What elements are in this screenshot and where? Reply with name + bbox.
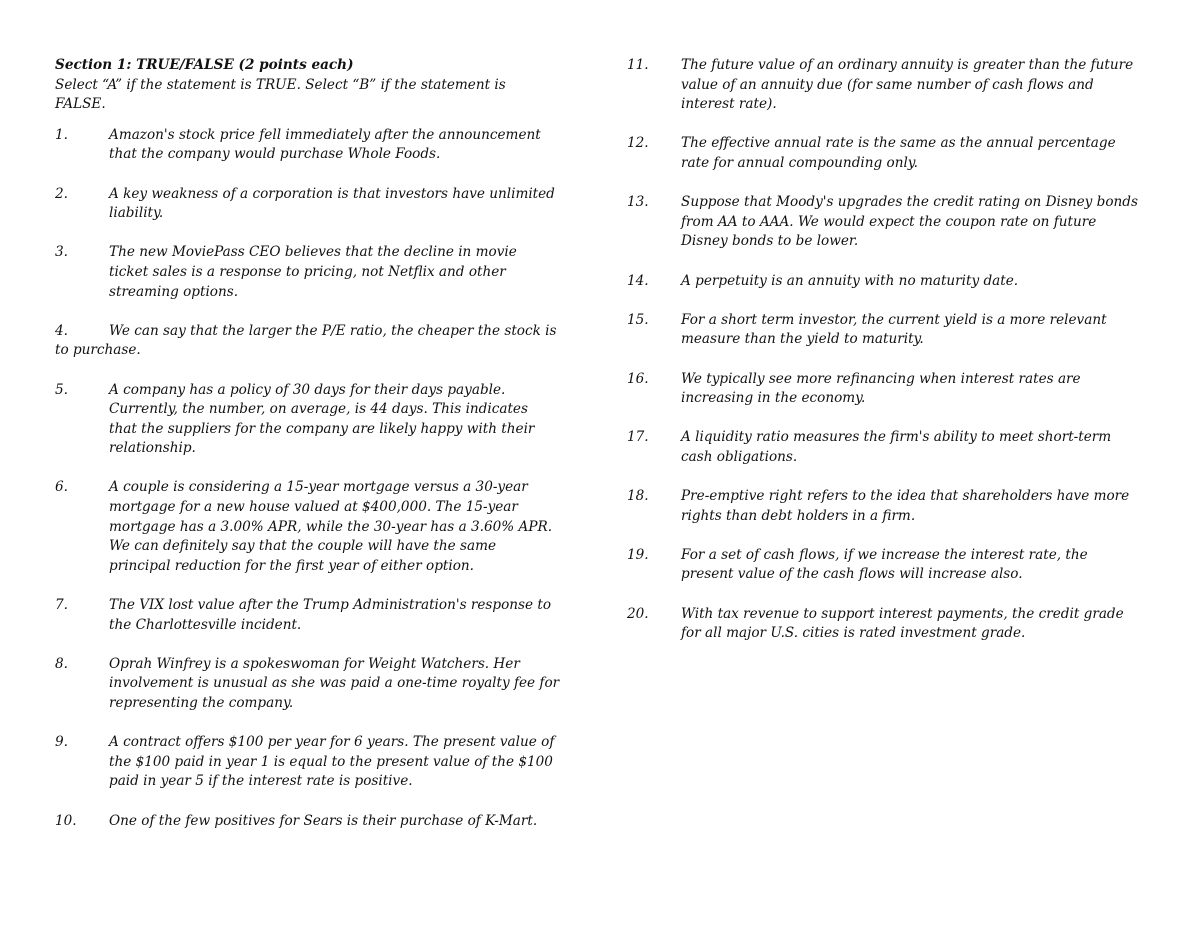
question-text: Suppose that Moody's upgrades the credit rating on Disney bonds from AA to AAA. We would expect the coupon rate on future Disney bonds to be lower. xyxy=(681,194,1138,250)
question-item xyxy=(55,655,560,714)
question-item xyxy=(55,381,560,459)
question-text: Amazon's stock price fell immediately after the announcement that the company would purchase Whole Foods. xyxy=(109,126,541,163)
question-number: 12. xyxy=(627,135,649,152)
question-text: A key weakness of a corporation is that investors have unlimited liability. xyxy=(109,185,555,222)
question-number: 19. xyxy=(627,546,649,563)
question-number: 8. xyxy=(55,655,68,672)
question-text: A liquidity ratio measures the firm's ability to meet short-term cash obligations. xyxy=(681,429,1112,465)
question-number: 3. xyxy=(55,244,68,261)
question-number: 16. xyxy=(627,370,649,387)
question-text: With tax revenue to support interest payments, the credit grade for all major U.S. cities is rated investment grade. xyxy=(681,605,1124,642)
question-number: 17. xyxy=(627,429,649,446)
question-text: For a set of cash flows, if we increase the interest rate, the present value of the cash flows will increase also. xyxy=(681,546,1088,583)
question-item xyxy=(55,812,560,832)
question-text: We can say that the larger the P/E ratio, the cheaper the stock is to purchase. xyxy=(55,322,557,359)
question-number: 6. xyxy=(55,479,68,496)
question-text: The future value of an ordinary annuity is greater than the future value of an annuity due (for same number of cash flows and interest rate). xyxy=(681,57,1134,113)
question-number: 10. xyxy=(55,812,77,829)
question-number: 4. xyxy=(55,322,68,339)
question-item xyxy=(55,596,560,635)
question-item xyxy=(627,428,1142,467)
question-number: 7. xyxy=(55,597,68,614)
question-number: 5. xyxy=(55,381,68,398)
question-item xyxy=(627,56,1142,115)
question-item xyxy=(55,322,560,361)
question-item xyxy=(55,478,560,576)
question-number: 15. xyxy=(627,311,649,328)
question-number: 1. xyxy=(55,126,68,143)
question-number: 13. xyxy=(627,194,649,211)
question-number: 2. xyxy=(55,185,68,202)
question-text: A contract offers $100 per year for 6 years. The present value of the $100 paid in year 1 is equal to the present value of the $100 paid in year 5 if the interest rate is positive. xyxy=(109,734,555,790)
left-column xyxy=(55,56,560,851)
question-text: The VIX lost value after the Trump Administration's response to the Charlottesville incident. xyxy=(109,597,552,633)
question-item xyxy=(627,193,1142,252)
question-number: 11. xyxy=(627,57,649,73)
section-instructions: Select “A” if the statement is TRUE. Select “B” if the statement is FALSE. xyxy=(55,76,506,113)
right-column xyxy=(627,56,1142,663)
question-text: The new MoviePass CEO believes that the decline in movie ticket sales is a response to pricing, not Netflix and other streaming options. xyxy=(109,244,517,300)
question-number: 20. xyxy=(627,605,649,622)
question-text: Pre-emptive right refers to the idea that shareholders have more rights than debt holders in a firm. xyxy=(681,488,1130,524)
question-item xyxy=(55,126,560,165)
question-item xyxy=(627,370,1142,409)
question-item xyxy=(627,311,1142,350)
question-text: A perpetuity is an annuity with no maturity date. xyxy=(681,272,1019,289)
question-item xyxy=(627,134,1142,173)
question-item xyxy=(55,243,560,302)
question-text: We typically see more refinancing when interest rates are increasing in the economy. xyxy=(681,370,1081,407)
question-item xyxy=(627,487,1142,526)
question-number: 9. xyxy=(55,734,68,751)
question-number: 18. xyxy=(627,488,649,505)
question-item xyxy=(627,605,1142,644)
question-item xyxy=(55,185,560,224)
question-text: The effective annual rate is the same as the annual percentage rate for annual compounding only. xyxy=(681,135,1116,171)
question-item xyxy=(55,733,560,792)
question-item xyxy=(627,272,1142,292)
question-item xyxy=(627,546,1142,585)
question-number: 14. xyxy=(627,272,649,289)
question-text: For a short term investor, the current yield is a more relevant measure than the yield to maturity. xyxy=(681,311,1107,348)
question-text: One of the few positives for Sears is their purchase of K-Mart. xyxy=(109,812,538,829)
question-text: A couple is considering a 15-year mortgage versus a 30-year mortgage for a new house valued at $400,000. The 15-year mortgage has a 3.00% APR, while the 30-year has a 3.60% APR. We can definitely say that the couple will have the same principal reduction for the first year of either option. xyxy=(109,479,553,574)
section-title: Section 1: TRUE/FALSE (2 points each) xyxy=(55,57,354,73)
question-text: A company has a policy of 30 days for their days payable. Currently, the number, on average, is 44 days. This indicates that the suppliers for the company are likely happy with their relationship. xyxy=(109,381,535,457)
question-text: Oprah Winfrey is a spokeswoman for Weight Watchers. Her involvement is unusual as she was paid a one-time royalty fee for representing the company. xyxy=(109,655,560,711)
